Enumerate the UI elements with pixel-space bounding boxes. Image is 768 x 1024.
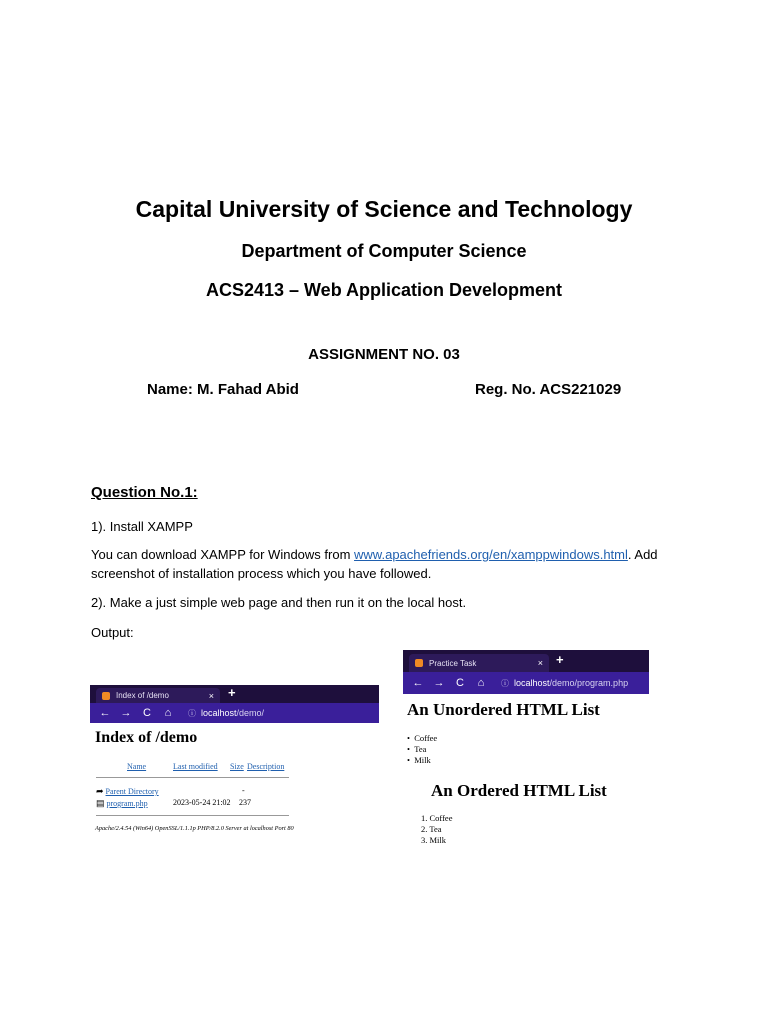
index-screenshot: [90, 685, 379, 845]
home-icon[interactable]: ⌂: [164, 707, 172, 719]
department-title: Department of Computer Science: [241, 241, 527, 261]
program-php-link[interactable]: program.php: [106, 799, 148, 808]
practice-task-screenshot: [403, 650, 649, 855]
list-item: • Coffee: [407, 733, 438, 743]
url-host: localhost: [514, 678, 550, 688]
table-row: [96, 786, 296, 797]
parent-directory-icon: ➦: [96, 786, 104, 796]
column-name[interactable]: [127, 762, 146, 771]
url-path: /demo/program.php: [549, 678, 629, 688]
row-size: 237: [239, 798, 251, 807]
download-prefix: You can download XAMPP for Windows from: [91, 547, 355, 562]
tab-strip: [403, 650, 649, 672]
table-divider-bottom: [96, 815, 289, 816]
forward-arrow-icon[interactable]: →: [120, 707, 132, 719]
registration-number: Reg. No. ACS221029: [475, 381, 622, 398]
download-line-2: screenshot of installation process which you have followed.: [91, 566, 432, 581]
back-arrow-icon[interactable]: ←: [99, 707, 111, 719]
list-item: • Milk: [407, 755, 431, 765]
list-item: 1. Coffee: [421, 813, 453, 823]
step-1-text: 1). Install XAMPP: [91, 519, 193, 534]
back-arrow-icon[interactable]: ←: [412, 677, 424, 689]
forward-arrow-icon[interactable]: →: [433, 677, 445, 689]
ordered-list: [421, 813, 452, 846]
column-description-link[interactable]: Description: [247, 762, 285, 771]
tab-strip: [90, 685, 379, 703]
list-item: 3. Milk: [421, 835, 447, 845]
close-icon[interactable]: ×: [208, 690, 214, 701]
step-2-text: 2). Make a just simple web page and then run it on the local host.: [91, 595, 467, 610]
table-row: [96, 798, 296, 809]
parent-directory-link[interactable]: Parent Directory: [105, 787, 159, 796]
reload-icon[interactable]: C: [456, 677, 464, 689]
output-label: Output:: [91, 625, 134, 640]
column-last-modified[interactable]: [173, 762, 218, 771]
row-modified: 2023-05-24 21:02: [173, 798, 231, 807]
column-size[interactable]: [230, 762, 244, 771]
index-heading: Index of /demo: [95, 729, 198, 746]
tab-index[interactable]: [96, 688, 220, 703]
download-suffix: . Add: [627, 547, 658, 562]
unordered-list-heading: An Unordered HTML List: [407, 700, 600, 719]
home-icon[interactable]: ⌂: [477, 677, 485, 689]
close-icon[interactable]: ×: [537, 658, 543, 668]
address-bar: [403, 672, 649, 694]
list-item: 2. Tea: [421, 824, 442, 834]
column-size-link[interactable]: Size: [230, 762, 244, 771]
file-icon: ▤: [96, 798, 105, 808]
xampp-download-link[interactable]: www.apachefriends.org/en/xamppwindows.html: [354, 547, 628, 562]
reload-icon[interactable]: C: [143, 707, 151, 719]
table-divider-top: [96, 777, 289, 778]
url-field[interactable]: [501, 678, 628, 689]
tab-title: Index of /demo: [116, 691, 169, 700]
unordered-list: [407, 733, 437, 766]
column-description[interactable]: [247, 762, 284, 771]
student-name: Name: M. Fahad Abid: [147, 381, 299, 398]
question-heading: Question No.1:: [91, 484, 198, 501]
url-field[interactable]: [188, 708, 264, 719]
info-icon: ⓘ: [188, 708, 196, 718]
list-item: • Tea: [407, 744, 427, 754]
url-path: /demo/: [236, 708, 265, 718]
university-title: Capital University of Science and Technology: [135, 196, 633, 222]
info-icon: ⓘ: [501, 678, 509, 688]
url-host: localhost: [201, 708, 237, 718]
download-paragraph: [91, 545, 681, 583]
course-title: ACS2413 – Web Application Development: [205, 280, 563, 300]
address-bar: [90, 703, 379, 723]
xampp-favicon-icon: [102, 692, 110, 700]
row-size: -: [242, 786, 245, 795]
server-footer: Apache/2.4.54 (Win64) OpenSSL/1.1.1p PHP/8.2.0 Server at localhost Port 80: [95, 825, 294, 832]
new-tab-icon[interactable]: +: [228, 685, 236, 700]
assignment-number: ASSIGNMENT NO. 03: [308, 346, 460, 363]
tab-practice-task[interactable]: [409, 654, 549, 672]
xampp-favicon-icon: [415, 659, 423, 667]
column-name-link[interactable]: Name: [127, 762, 147, 771]
ordered-list-heading: An Ordered HTML List: [431, 781, 607, 800]
tab-title: Practice Task: [429, 658, 477, 668]
column-last-modified-link[interactable]: Last modified: [173, 762, 218, 771]
new-tab-icon[interactable]: +: [556, 652, 564, 667]
